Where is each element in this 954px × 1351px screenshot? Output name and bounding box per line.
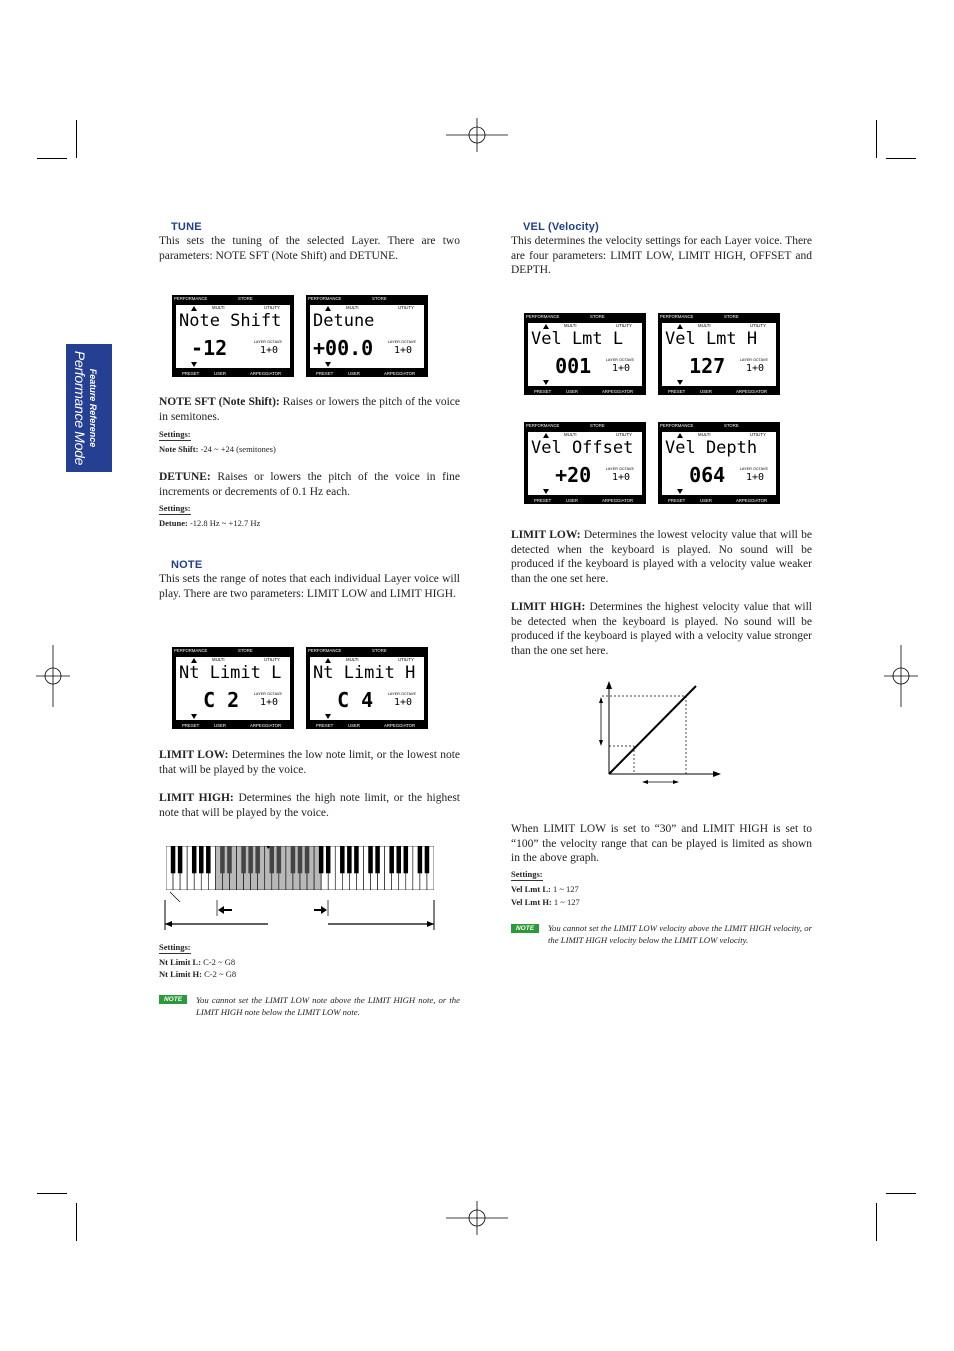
black-key	[389, 846, 394, 873]
lcd-label-multi: MULTI	[564, 432, 577, 437]
lcd-label-utility: UTILITY	[616, 432, 632, 437]
black-key	[206, 846, 211, 873]
tune-title: TUNE	[171, 221, 202, 233]
lcd-label-store: STORE	[238, 648, 253, 653]
nt-limit-high-setting	[159, 969, 236, 979]
lcd-label-performance: PERFORMANCE	[174, 648, 208, 653]
velocity-range-graph	[590, 676, 725, 788]
lcd-label-utility: UTILITY	[264, 657, 280, 662]
lcd-param-value: 064	[665, 463, 726, 487]
lcd-label-store: STORE	[372, 648, 387, 653]
lcd-layer-octave-label: LAYER OCTAVE	[253, 692, 282, 696]
lcd-octave-value: 1+0	[745, 472, 764, 483]
black-key	[270, 846, 275, 873]
lcd-label-performance: PERFORMANCE	[174, 296, 208, 301]
lcd-label-preset: PRESET	[316, 723, 334, 728]
lcd-param-name: Nt Limit H	[313, 663, 416, 683]
lcd-screen	[528, 323, 642, 386]
detune-val: -12.8 Hz ~ +12.7 Hz	[187, 518, 261, 528]
keyboard-diagram	[166, 846, 434, 890]
crop-mark	[876, 1203, 877, 1241]
lcd-layer-octave-label: LAYER OCTAVE	[605, 467, 634, 471]
keyboard-range-arrows	[160, 890, 440, 934]
lcd-label-performance: PERFORMANCE	[660, 314, 694, 319]
registration-mark-bottom	[446, 1201, 508, 1235]
lcd-param-name: Vel Lmt L	[531, 329, 624, 349]
lcd-label-performance: PERFORMANCE	[526, 423, 560, 428]
black-key	[425, 846, 430, 873]
nt-limit-low-key: Nt Limit L:	[159, 957, 202, 967]
registration-mark-left	[36, 645, 70, 707]
lcd-label-arpeggiator: ARPEGGIATOR	[602, 498, 634, 503]
lcd-label-arpeggiator: ARPEGGIATOR	[250, 723, 282, 728]
lcd-screen	[176, 657, 290, 720]
lcd-label-user: USER	[214, 723, 226, 728]
vel-limit-low-text: Determines the lowest velocity value that will be detected when the keyboard is played. No sound will be produced if the keyboard is played with a velocity value weaker than the one set here.	[511, 529, 812, 585]
lcd-label-utility: UTILITY	[398, 305, 414, 310]
black-key	[241, 846, 246, 873]
crop-mark	[886, 158, 916, 159]
crop-mark	[886, 1193, 916, 1194]
lcd-param-value: C 4	[313, 688, 374, 712]
black-key	[277, 846, 282, 873]
lcd-octave-value: 1+0	[393, 697, 412, 708]
lcd-label-user: USER	[348, 723, 360, 728]
black-key	[354, 846, 359, 873]
down-triangle-icon	[677, 380, 683, 385]
vel-lmt-high-setting	[511, 897, 580, 907]
lcd-param-value: -12	[179, 336, 228, 360]
lcd-label-performance: PERFORMANCE	[308, 296, 342, 301]
lcd-octave-value: 1+0	[745, 363, 764, 374]
note-sft-text: Raises or lowers the pitch of the voice in semitones.	[159, 396, 460, 423]
note-limit-low-text: Determines the low note limit, or the lowest note that will be played by the voice.	[159, 749, 460, 776]
detune-label: DETUNE:	[159, 471, 211, 483]
lcd-label-store: STORE	[724, 423, 739, 428]
vel-lmt-low-key: Vel Lmt L:	[511, 884, 551, 894]
settings-heading: Settings:	[159, 942, 191, 952]
lcd-octave-value: 1+0	[259, 697, 278, 708]
lcd-label-multi: MULTI	[346, 305, 359, 310]
lcd-label-arpeggiator: ARPEGGIATOR	[384, 371, 416, 376]
lcd-label-preset: PRESET	[534, 389, 552, 394]
lcd-label-arpeggiator: ARPEGGIATOR	[250, 371, 282, 376]
graph-explanation: When LIMIT LOW is set to “30” and LIMIT HIGH is set to “100” the velocity range that can be played is limited as shown in the above graph.	[511, 823, 812, 865]
note-shift-setting	[159, 444, 276, 454]
settings-heading: Settings:	[159, 429, 191, 439]
down-triangle-icon	[325, 714, 331, 719]
lcd-layer-octave-label: LAYER OCTAVE	[253, 340, 282, 344]
black-key	[396, 846, 401, 873]
settings-heading: Settings:	[511, 869, 543, 879]
black-key	[305, 846, 310, 873]
lcd-param-name: Vel Depth	[665, 438, 758, 458]
lcd-label-store: STORE	[372, 296, 387, 301]
black-key	[326, 846, 331, 873]
crop-mark	[76, 120, 77, 158]
vel-lmt-high-val: 1 ~ 127	[551, 897, 580, 907]
black-key	[192, 846, 197, 873]
black-key	[368, 846, 373, 873]
lcd-label-performance: PERFORMANCE	[526, 314, 560, 319]
crop-mark	[37, 1193, 67, 1194]
black-key	[375, 846, 380, 873]
lcd-octave-value: 1+0	[259, 345, 278, 356]
vel-limit-low-desc	[511, 528, 812, 586]
lcd-label-user: USER	[700, 389, 712, 394]
nt-limit-low-setting	[159, 957, 235, 967]
lcd-label-preset: PRESET	[316, 371, 334, 376]
note-caution-text: You cannot set the LIMIT LOW note above the LIMIT HIGH note, or the LIMIT HIGH note below the LIMIT LOW note.	[196, 995, 460, 1017]
note-limit-low-desc	[159, 748, 460, 777]
registration-mark-top	[446, 118, 508, 152]
lcd-label-preset: PRESET	[668, 498, 686, 503]
lcd-label-multi: MULTI	[212, 657, 225, 662]
lcd-octave-value: 1+0	[611, 472, 630, 483]
lcd-octave-value: 1+0	[611, 363, 630, 374]
black-key	[255, 846, 260, 873]
black-key	[298, 846, 303, 873]
note-shift-key: Note Shift:	[159, 444, 199, 454]
lcd-label-arpeggiator: ARPEGGIATOR	[736, 498, 768, 503]
lcd-label-multi: MULTI	[698, 432, 711, 437]
lcd-label-multi: MULTI	[698, 323, 711, 328]
lcd-label-arpeggiator: ARPEGGIATOR	[736, 389, 768, 394]
lcd-octave-value: 1+0	[393, 345, 412, 356]
detune-key: Detune:	[159, 518, 188, 528]
lcd-label-user: USER	[348, 371, 360, 376]
lcd-param-name: Note Shift	[179, 311, 282, 331]
lcd-param-value: 127	[665, 354, 726, 378]
nt-limit-high-key: Nt Limit H:	[159, 969, 202, 979]
black-key	[340, 846, 345, 873]
lcd-screen	[176, 305, 290, 368]
down-triangle-icon	[543, 380, 549, 385]
black-key	[199, 846, 204, 873]
black-key	[291, 846, 296, 873]
lcd-label-user: USER	[566, 498, 578, 503]
lcd-screen	[310, 305, 424, 368]
lcd-display	[524, 313, 646, 395]
lcd-label-user: USER	[214, 371, 226, 376]
lcd-display	[658, 313, 780, 395]
lcd-label-utility: UTILITY	[616, 323, 632, 328]
crop-mark	[76, 1203, 77, 1241]
black-key	[227, 846, 232, 873]
lcd-display	[172, 647, 294, 729]
note-body: This sets the range of notes that each individual Layer voice will play. There are two parameters: LIMIT LOW and LIMIT HIGH.	[159, 573, 460, 600]
lcd-display	[658, 422, 780, 504]
note-sft-desc	[159, 395, 460, 424]
lcd-label-utility: UTILITY	[398, 657, 414, 662]
lcd-param-value: 001	[531, 354, 592, 378]
lcd-label-store: STORE	[724, 314, 739, 319]
lcd-label-user: USER	[700, 498, 712, 503]
lcd-screen	[528, 432, 642, 495]
lcd-label-arpeggiator: ARPEGGIATOR	[384, 723, 416, 728]
detune-desc	[159, 470, 460, 499]
settings-heading: Settings:	[159, 503, 191, 513]
black-key	[248, 846, 253, 873]
lcd-label-preset: PRESET	[182, 723, 200, 728]
detune-setting	[159, 518, 260, 528]
lcd-param-name: Nt Limit L	[179, 663, 282, 683]
lcd-layer-octave-label: LAYER OCTAVE	[605, 358, 634, 362]
vel-lmt-low-setting	[511, 884, 579, 894]
detune-text: Raises or lowers the pitch of the voice in fine increments or decrements of 0.1 Hz each.	[159, 471, 460, 498]
note-limit-high-label: LIMIT HIGH:	[159, 792, 234, 804]
side-tab	[66, 344, 112, 472]
black-key	[319, 846, 324, 873]
vel-limit-high-text: Determines the highest velocity value that will be detected when the keyboard is played. No sound will be produced if the keyboard is played with a velocity value stronger than the one set here.	[511, 601, 813, 657]
vel-body: This determines the velocity settings for each Layer voice. There are four parameters: LIMIT LOW, LIMIT HIGH, OFFSET and DEPTH.	[511, 235, 812, 277]
side-tab-mode: Performance Mode	[72, 350, 88, 466]
vel-limit-high-desc	[511, 600, 812, 658]
note-limit-high-desc	[159, 791, 460, 820]
lcd-label-multi: MULTI	[212, 305, 225, 310]
lcd-label-store: STORE	[590, 314, 605, 319]
note-badge: NOTE	[159, 995, 187, 1004]
black-key	[404, 846, 409, 873]
note-limit-low-label: LIMIT LOW:	[159, 749, 229, 761]
lcd-label-preset: PRESET	[182, 371, 200, 376]
down-triangle-icon	[543, 489, 549, 494]
lcd-label-preset: PRESET	[668, 389, 686, 394]
lcd-label-performance: PERFORMANCE	[660, 423, 694, 428]
down-triangle-icon	[677, 489, 683, 494]
lcd-param-name: Vel Offset	[531, 438, 634, 458]
note-shift-val: -24 ~ +24 (semitones)	[198, 444, 276, 454]
lcd-param-name: Detune	[313, 311, 375, 331]
vel-lmt-low-val: 1 ~ 127	[550, 884, 579, 894]
vel-lmt-high-key: Vel Lmt H:	[511, 897, 552, 907]
lcd-param-value: +20	[531, 463, 592, 487]
note-limit-high-text: Determines the high note limit, or the highest note that will be played by the voice.	[159, 792, 460, 819]
lcd-layer-octave-label: LAYER OCTAVE	[739, 358, 768, 362]
lcd-layer-octave-label: LAYER OCTAVE	[739, 467, 768, 471]
down-triangle-icon	[191, 714, 197, 719]
black-key	[178, 846, 183, 873]
lcd-layer-octave-label: LAYER OCTAVE	[387, 692, 416, 696]
vel-caution-text: You cannot set the LIMIT LOW velocity above the LIMIT HIGH velocity, or the LIMIT HIGH velocity below the LIMIT LOW velocity.	[548, 923, 812, 945]
lcd-param-name: Vel Lmt H	[665, 329, 758, 349]
lcd-label-store: STORE	[238, 296, 253, 301]
lcd-display	[306, 647, 428, 729]
down-triangle-icon	[191, 362, 197, 367]
black-key	[347, 846, 352, 873]
black-key	[171, 846, 176, 873]
lcd-label-utility: UTILITY	[264, 305, 280, 310]
note-sft-label: NOTE SFT (Note Shift):	[159, 396, 280, 408]
crop-mark	[37, 158, 67, 159]
lcd-param-value: +00.0	[313, 336, 374, 360]
vel-limit-low-label: LIMIT LOW:	[511, 529, 581, 541]
nt-limit-high-val: C-2 ~ G8	[201, 969, 237, 979]
note-title: NOTE	[171, 559, 203, 571]
lcd-layer-octave-label: LAYER OCTAVE	[387, 340, 416, 344]
lcd-label-multi: MULTI	[346, 657, 359, 662]
lcd-display	[172, 295, 294, 377]
registration-mark-right	[884, 645, 918, 707]
lcd-param-value: C 2	[179, 688, 240, 712]
lcd-display	[306, 295, 428, 377]
vel-title: VEL (Velocity)	[523, 221, 599, 233]
lcd-screen	[310, 657, 424, 720]
lcd-screen	[662, 323, 776, 386]
tune-body: This sets the tuning of the selected Layer. There are two parameters: NOTE SFT (Note Shift) and DETUNE.	[159, 235, 460, 262]
lcd-label-performance: PERFORMANCE	[308, 648, 342, 653]
black-key	[418, 846, 423, 873]
crop-mark	[876, 120, 877, 158]
down-triangle-icon	[325, 362, 331, 367]
lcd-label-arpeggiator: ARPEGGIATOR	[602, 389, 634, 394]
lcd-label-user: USER	[566, 389, 578, 394]
nt-limit-low-val: C-2 ~ G8	[201, 957, 236, 967]
lcd-label-store: STORE	[590, 423, 605, 428]
lcd-display	[524, 422, 646, 504]
note-badge: NOTE	[511, 924, 539, 933]
side-tab-section: Feature Reference	[88, 368, 98, 448]
lcd-label-utility: UTILITY	[750, 432, 766, 437]
black-key	[220, 846, 225, 873]
lcd-screen	[662, 432, 776, 495]
vel-limit-high-label: LIMIT HIGH:	[511, 601, 586, 613]
lcd-label-multi: MULTI	[564, 323, 577, 328]
lcd-label-utility: UTILITY	[750, 323, 766, 328]
lcd-label-preset: PRESET	[534, 498, 552, 503]
